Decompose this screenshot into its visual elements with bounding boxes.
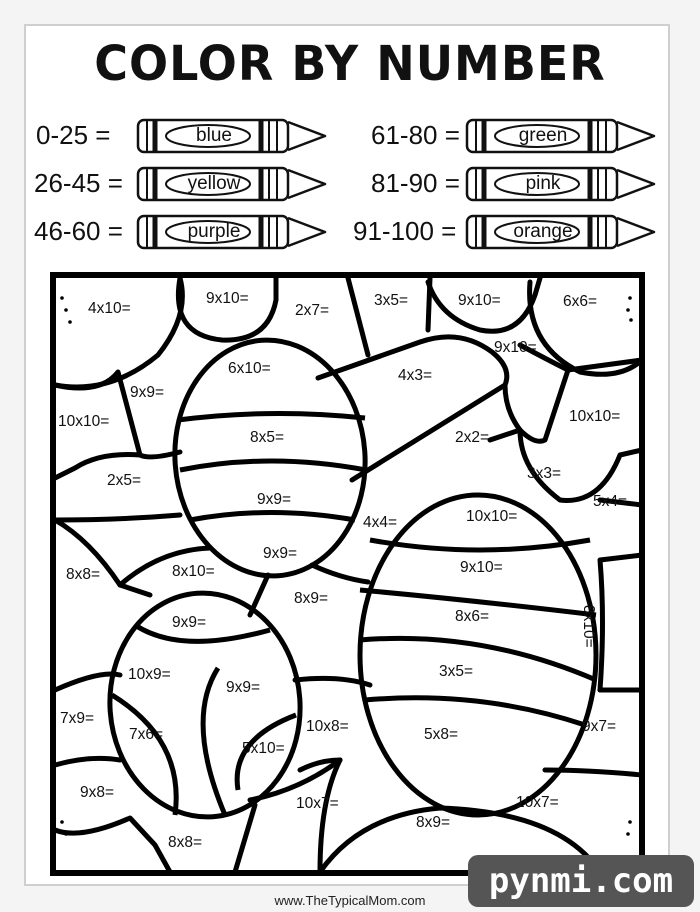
equation-label: 7x6= — [129, 726, 164, 743]
equation-label: 2x2= — [455, 429, 490, 446]
equation-label: 9x10= — [458, 292, 501, 309]
equation-label: 9x7= — [582, 718, 617, 735]
equation-label: 9x9= — [263, 545, 298, 562]
equation-label: 6x10= — [228, 360, 271, 377]
equation-label: 5x10= — [242, 740, 285, 757]
equation-label: 2x7= — [295, 302, 330, 319]
key-color-2: purple — [187, 221, 241, 242]
equation-label: 9x10= — [494, 339, 537, 356]
equation-label: 8x8= — [168, 834, 203, 851]
equation-label: 3x3= — [527, 465, 562, 482]
equation-label: 9x10= — [206, 290, 249, 307]
key-color-4: pink — [525, 173, 561, 194]
equation-label: 8x6= — [455, 608, 490, 625]
key-range-2: 46-60 = — [34, 216, 123, 246]
equation-label: 9x8= — [80, 784, 115, 801]
equation-label: 10x10= — [569, 408, 621, 425]
equation-label: 8x10= — [580, 605, 597, 648]
key-range-4: 81-90 = — [371, 168, 460, 198]
equation-label: 9x10= — [460, 559, 503, 576]
equation-label: 10x8= — [306, 718, 349, 735]
equation-label: 7x9= — [60, 710, 95, 727]
equation-label: 5x4= — [593, 493, 628, 510]
equation-label: 10x10= — [58, 413, 110, 430]
equation-label: 4x4= — [363, 514, 398, 531]
equation-label: 10x9= — [128, 666, 171, 683]
watermark-badge: pynmi.com — [468, 855, 694, 907]
equation-label: 4x10= — [88, 300, 131, 317]
page-title: COLOR BY NUMBER — [94, 34, 606, 92]
key-range-1: 26-45 = — [34, 168, 123, 198]
equation-label: 10x7= — [296, 795, 339, 812]
key-range-3: 61-80 = — [371, 120, 460, 150]
equation-label: 8x9= — [416, 814, 451, 831]
equation-label: 9x9= — [172, 614, 207, 631]
equation-label: 2x5= — [107, 472, 142, 489]
key-color-0: blue — [196, 125, 232, 146]
equation-label: 8x8= — [66, 566, 101, 583]
equation-label: 5x8= — [424, 726, 459, 743]
equation-label: 10x7= — [516, 794, 559, 811]
footer-url: www.TheTypicalMom.com — [274, 893, 426, 908]
equation-label: 9x9= — [257, 491, 292, 508]
equation-label: 8x10= — [172, 563, 215, 580]
equation-label: 3x5= — [374, 292, 409, 309]
equation-label: 6x6= — [563, 293, 598, 310]
key-color-3: green — [518, 125, 568, 146]
equation-label: 10x10= — [466, 508, 518, 525]
key-color-1: yellow — [187, 173, 241, 194]
equation-label: 8x9= — [294, 590, 329, 607]
equation-label: 4x3= — [398, 367, 433, 384]
key-range-5: 91-100 = — [353, 216, 457, 246]
key-range-0: 0-25 = — [36, 120, 111, 150]
equation-label: 3x5= — [439, 663, 474, 680]
equation-label: 8x5= — [250, 429, 285, 446]
key-color-5: orange — [513, 221, 573, 242]
equation-label: 9x9= — [130, 384, 165, 401]
equation-label: 9x9= — [226, 679, 261, 696]
